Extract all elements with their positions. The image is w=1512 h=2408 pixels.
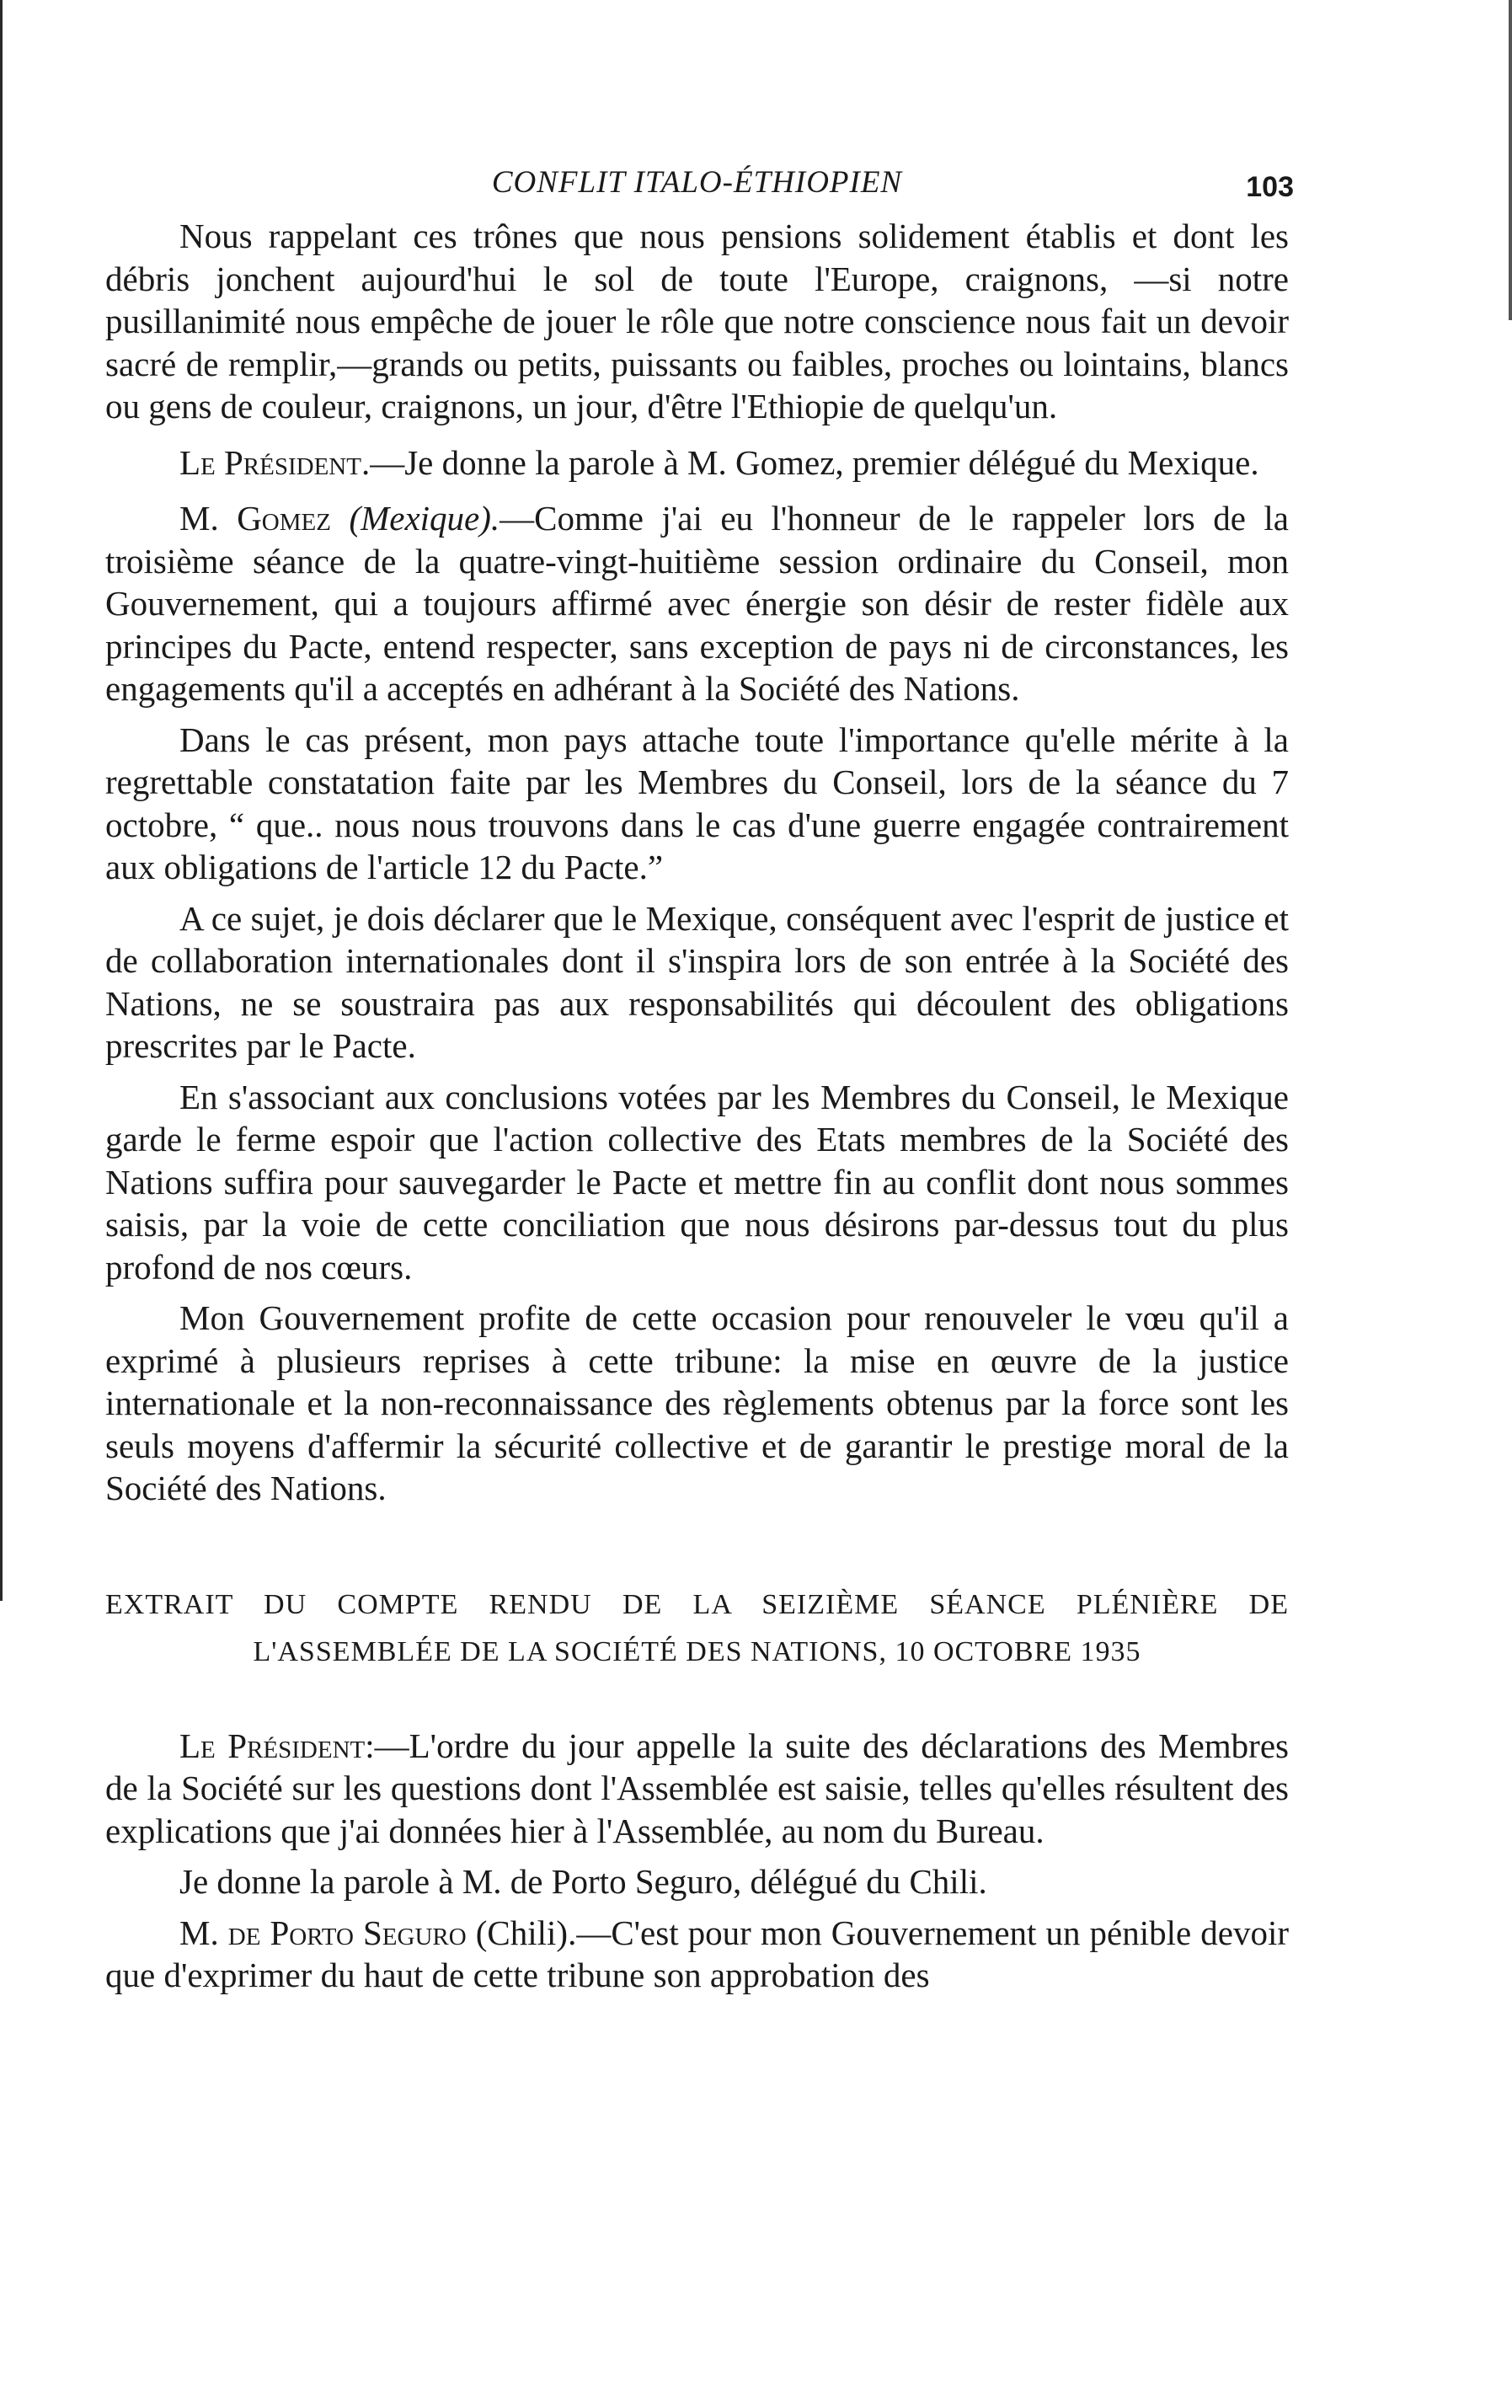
section-heading-line-2: L'ASSEMBLÉE DE LA SOCIÉTÉ DES NATIONS, 10 OCTOBRE 1935 — [253, 1635, 1141, 1667]
page-scan-edge-right — [1509, 0, 1512, 320]
paragraph-gomez-speech — [105, 497, 1289, 710]
speaker-president: Le Président: — [179, 1726, 375, 1765]
section-heading-line-1: EXTRAIT DU COMPTE RENDU DE LA SEIZIÈME SÉANCE PLÉNIÈRE DE — [105, 1588, 1289, 1620]
speech-text: —Comme j'ai eu l'honneur de le rappeler lors de la troisième séance de la quatre-vingt-huitième session ordinaire du Conseil, mon Gouvernement, qui a toujours affirmé avec énergie son désir de rester fidèle aux principes du Pacte, entend respecter, sans exception de pays ni de circonstances, les engagements qu'il a acceptés en adhérant à la Société des Nations. — [105, 499, 1289, 708]
speech-text: (Chili).—C'est pour mon Gouvernement un pénible devoir que d'exprimer du haut de cette tribune son approbation des — [105, 1913, 1289, 1994]
running-header — [105, 164, 1294, 215]
speaker-president: Le Président. — [179, 442, 371, 482]
running-title: CONFLIT ITALO-ÉTHIOPIEN — [491, 165, 903, 200]
paragraph-1: Nous rappelant ces trônes que nous pensions solidement établis et dont les débris jonchent aujourd'hui le sol de toute l'Europe, craignons, —si notre pusillanimité nous empêche de jouer le rôle que notre conscience nous fait un devoir sacré de remplir,—grands ou petits, puissants ou faibles, proches ou lointains, blancs ou gens de couleur, craignons, un jour, d'être l'Ethiopie de quelqu'un. — [105, 217, 1289, 425]
paragraph-gives-floor-chili: Je donne la parole à M. de Porto Seguro, délégué du Chili. — [179, 1862, 987, 1901]
page-number: 103 — [1246, 171, 1294, 203]
document-page — [105, 164, 1294, 1997]
speaker-country: (Mexique). — [349, 499, 500, 538]
paragraph-president-agenda — [105, 1725, 1289, 1853]
paragraph-5: A ce sujet, je dois déclarer que le Mexique, conséquent avec l'esprit de justice et de collaboration internationales dont il s'inspira lors de son entrée à la Société des Nations, ne se soustraira pas aux responsabilités qui découlent des obligations prescrites par le Pacte. — [105, 898, 1289, 1065]
speaker-gomez: M. Gomez — [179, 499, 331, 538]
paragraph-7: Mon Gouvernement profite de cette occasion pour renouveler le vœu qu'il a exprimé à plusieurs reprises à cette tribune: la mise en œuvre de la justice internationale et la non-reconnaissance des règlements obtenus par la force sont les seuls moyens d'affermir la sécurité collective et de garantir le prestige moral de la Société des Nations. — [105, 1298, 1289, 1507]
paragraph-president-gives-floor — [105, 441, 1289, 484]
speech-text: —Je donne la parole à M. Gomez, premier délégué du Mexique. — [370, 442, 1259, 482]
paragraph-porto-seguro-speech — [105, 1912, 1289, 1997]
page-scan-edge-left — [0, 0, 3, 1601]
speaker-porto-seguro: M. de Porto Seguro — [179, 1913, 467, 1952]
speech-text: —L'ordre du jour appelle la suite des déclarations des Membres de la Société sur les questions dont l'Assemblée est saisie, telles qu'elles résultent des explications que j'ai données hier à l'Assemblée, au nom du Bureau. — [105, 1726, 1289, 1850]
paragraph-6: En s'associant aux conclusions votées par les Membres du Conseil, le Mexique garde le ferme espoir que l'action collective des Etats membres de la Société des Nations suffira pour sauvegarder le Pacte et mettre fin au conflit dont nous sommes saisis, par la voie de cette conciliation que nous désirons par-dessus tout du plus profond de nos cœurs. — [105, 1077, 1289, 1287]
section-heading — [105, 1581, 1289, 1676]
paragraph-4: Dans le cas présent, mon pays attache toute l'importance qu'elle mérite à la regrettable constatation faite par les Membres du Conseil, lors de la séance du 7 octobre, “ que.. nous nous trouvons dans le cas d'une guerre engagée contrairement aux obligations de l'article 12 du Pacte.” — [105, 720, 1289, 886]
